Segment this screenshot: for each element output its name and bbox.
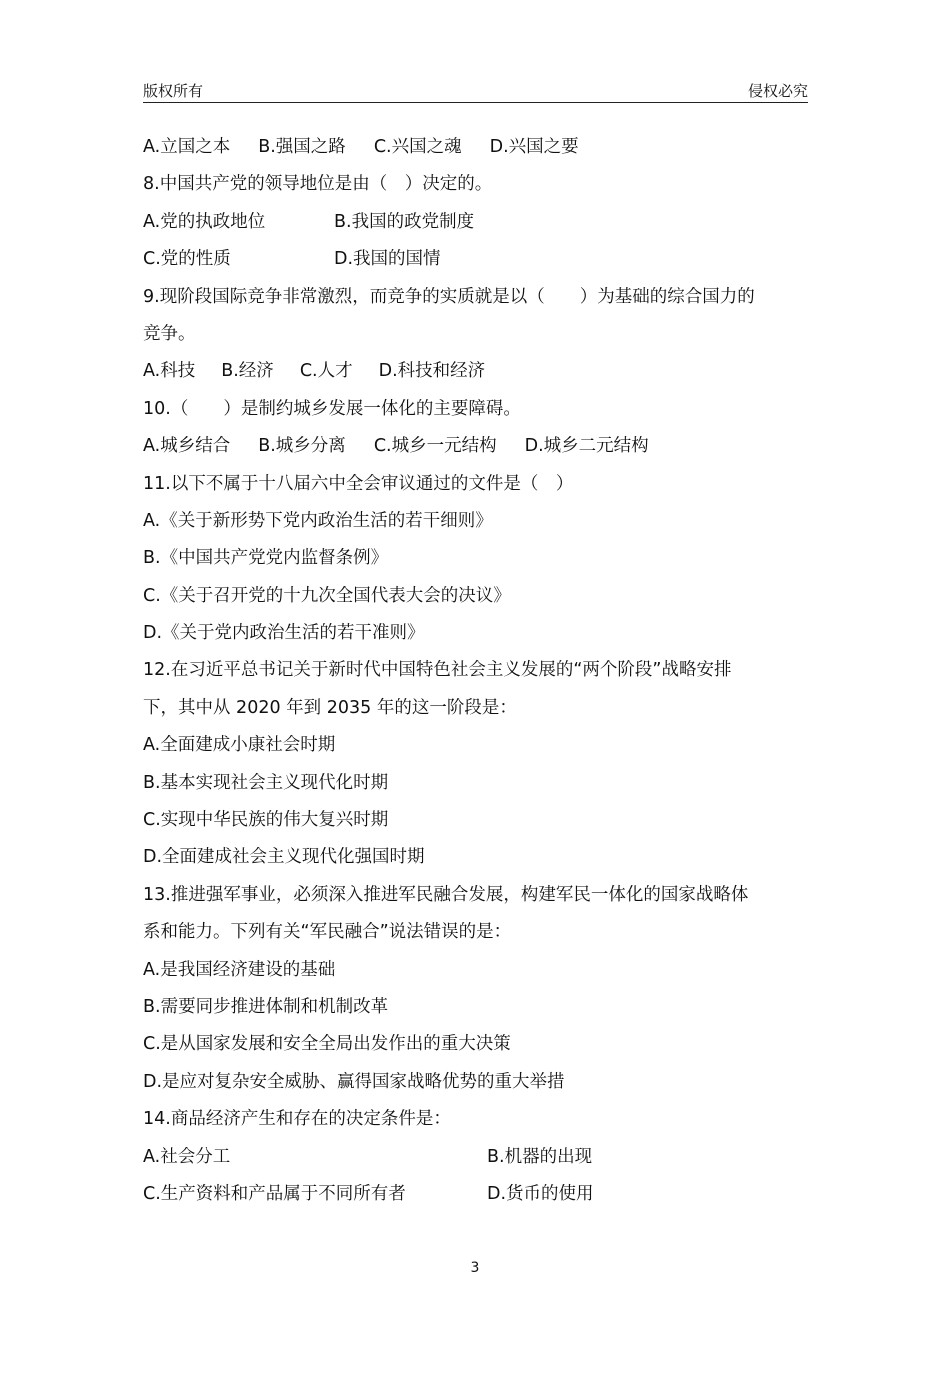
q13-question-line2: 系和能力。下列有关“军民融合”说法错误的是： — [143, 922, 512, 943]
q12-option-d: D.全面建成社会主义现代化强国时期 — [143, 847, 425, 868]
q12-option-c: C.实现中华民族的伟大复兴时期 — [143, 810, 389, 831]
q8-option-d: D.我国的国情 — [334, 249, 441, 270]
q13-option-d: D.是应对复杂安全威胁、赢得国家战略优势的重大举措 — [143, 1071, 565, 1092]
q8-option-a: A.党的执政地位 — [143, 211, 266, 232]
q10-option-a: A.城乡结合 — [143, 436, 231, 457]
q7-options — [143, 129, 810, 166]
q14-options-row1 — [143, 1139, 810, 1176]
q14-option-b: B.机器的出现 — [487, 1146, 593, 1167]
q12-option-b: B.基本实现社会主义现代化时期 — [143, 772, 389, 793]
q9-question-line2: 竞争。 — [143, 323, 196, 344]
q14-question: 14.商品经济产生和存在的决定条件是： — [143, 1109, 451, 1130]
q11-option-c: C.《关于召开党的十九次全国代表大会的决议》 — [143, 585, 511, 606]
q12-question-line1: 12.在习近平总书记关于新时代中国特色社会主义发展的“两个阶段”战略安排 — [143, 660, 732, 681]
q10-option-b: B.城乡分离 — [258, 436, 346, 457]
q9-option-d: D.科技和经济 — [378, 361, 486, 382]
q9-question-line1: 9.现阶段国际竞争非常激烈，而竞争的实质就是以（ ）为基础的综合国力的 — [143, 286, 755, 307]
q10-option-d: D.城乡二元结构 — [524, 436, 649, 457]
page-number: 3 — [470, 1260, 480, 1276]
q14-option-a: A.社会分工 — [143, 1146, 231, 1167]
q9-option-a: A.科技 — [143, 361, 196, 382]
q8-option-c: C.党的性质 — [143, 249, 231, 270]
q7-option-c: C.兴国之魂 — [373, 137, 462, 157]
q10-option-c: C.城乡一元结构 — [373, 436, 497, 457]
q14-options-row2 — [143, 1176, 810, 1213]
q10-question: 10.（ ）是制约城乡发展一体化的主要障碍。 — [143, 398, 521, 419]
q13-question-line1: 13.推进强军事业，必须深入推进军民融合发展，构建军民一体化的国家战略体 — [143, 884, 749, 905]
q10-options — [143, 428, 810, 465]
q13-option-c: C.是从国家发展和安全全局出发作出的重大决策 — [143, 1034, 511, 1055]
q8-options-row2 — [143, 241, 810, 278]
q12-option-a: A.全面建成小康社会时期 — [143, 735, 336, 756]
q8-option-b: B.我国的政党制度 — [334, 211, 475, 232]
q14-option-d: D.货币的使用 — [487, 1183, 594, 1204]
q9-option-b: B.经济 — [221, 361, 274, 382]
q13-option-b: B.需要同步推进体制和机制改革 — [143, 996, 389, 1017]
q11-question: 11.以下不属于十八届六中全会审议通过的文件是（ ） — [143, 473, 574, 494]
q11-option-d: D.《关于党内政治生活的若干准则》 — [143, 623, 425, 644]
q9-options — [143, 353, 810, 390]
q7-option-b: B.强国之路 — [258, 137, 346, 157]
q11-option-b: B.《中国共产党党内监督条例》 — [143, 548, 389, 569]
q7-option-a: A.立国之本 — [143, 137, 231, 157]
q11-option-a: A.《关于新形势下党内政治生活的若干细则》 — [143, 510, 493, 531]
q14-option-c: C.生产资料和产品属于不同所有者 — [143, 1183, 406, 1204]
q12-question-line2: 下，其中从 2020 年到 2035 年的这一阶段是： — [143, 697, 517, 718]
q7-option-d: D.兴国之要 — [489, 137, 579, 157]
page-header — [143, 80, 808, 103]
header-right-text: 侵权必究 — [747, 82, 808, 100]
q9-option-c: C.人才 — [299, 361, 353, 382]
q8-options-row1 — [143, 204, 810, 241]
header-left-text: 版权所有 — [143, 82, 204, 100]
q8-question: 8.中国共产党的领导地位是由（ ）决定的。 — [143, 174, 493, 195]
question-list — [143, 129, 810, 1213]
q13-option-a: A.是我国经济建设的基础 — [143, 959, 336, 980]
